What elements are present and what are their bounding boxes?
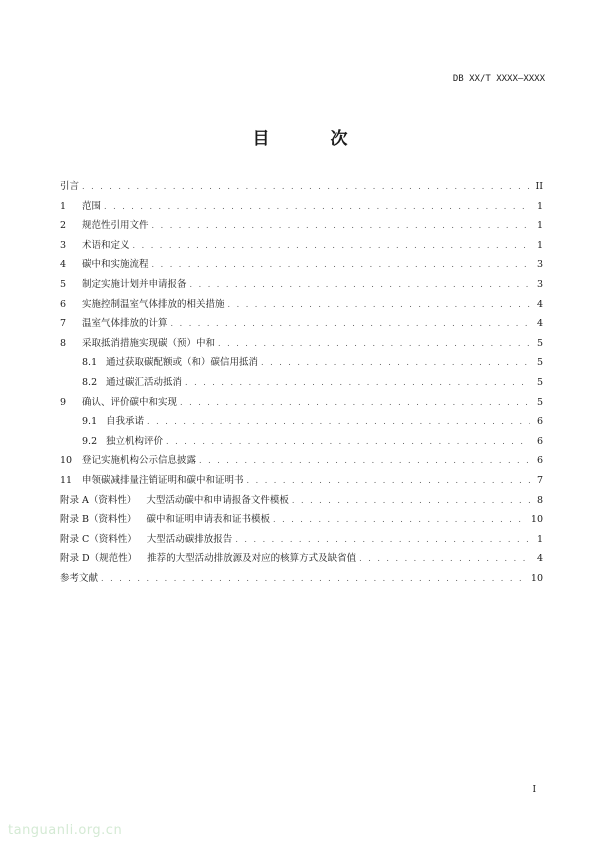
- toc-entry[interactable]: [60, 236, 543, 256]
- toc-entry[interactable]: [60, 491, 543, 511]
- dot-leader: [82, 177, 530, 197]
- toc-entry-page: 5: [536, 376, 543, 388]
- toc-entry-page: 6: [536, 435, 543, 447]
- toc-entry-number: 8.2: [82, 376, 98, 388]
- toc-entry-page: 5: [536, 337, 543, 349]
- toc-entry-number: 附录 A（资料性）: [60, 494, 137, 506]
- toc-entry-number: 6: [60, 298, 67, 310]
- toc-entry-number: 1: [60, 200, 67, 212]
- toc-entry-label: 采取抵消措施实现碳（预）中和: [82, 337, 216, 349]
- toc-entry-title: [60, 216, 149, 236]
- toc-entry[interactable]: [60, 471, 543, 491]
- toc-entry[interactable]: [60, 295, 543, 315]
- dot-leader: [133, 236, 530, 256]
- toc-entry-label: 实施控制温室气体排放的相关措施: [82, 298, 225, 310]
- toc-entry-page: II: [535, 181, 543, 192]
- dot-leader: [199, 451, 530, 471]
- toc-entry-number: 9: [60, 396, 67, 408]
- toc-entry[interactable]: [60, 373, 543, 393]
- toc-entry[interactable]: [60, 412, 543, 432]
- dot-leader: [292, 491, 530, 511]
- toc-entry-label: 碳中和证明申请表和证书模板: [146, 514, 271, 526]
- toc-entry-title: [82, 353, 258, 373]
- toc-entry[interactable]: [60, 432, 543, 452]
- dot-leader: [147, 412, 530, 432]
- toc-entry-number: 10: [60, 455, 73, 467]
- toc-entry-number: 8.1: [82, 357, 98, 369]
- toc-entry-title: [60, 530, 232, 550]
- dot-leader: [101, 569, 528, 589]
- toc-entry-number: 附录 D（规范性）: [60, 553, 138, 565]
- toc-entry[interactable]: [60, 314, 543, 334]
- toc-entry-title: [60, 275, 187, 295]
- toc-entry-page: 1: [536, 220, 543, 232]
- toc-entry-title: [60, 451, 196, 471]
- table-of-contents: [60, 177, 543, 588]
- toc-entry-label: 范围: [82, 200, 102, 212]
- toc-entry-label: 独立机构评价: [106, 435, 164, 447]
- toc-entry-page: 1: [536, 200, 543, 212]
- toc-entry[interactable]: [60, 275, 543, 295]
- watermark: tanguanli.org.cn: [8, 823, 123, 838]
- toc-entry-title: [60, 255, 149, 275]
- toc-entry-label: 确认、评价碳中和实现: [82, 396, 178, 408]
- dot-leader: [166, 432, 530, 452]
- dot-leader: [180, 393, 530, 413]
- dot-leader: [190, 275, 530, 295]
- dot-leader: [152, 216, 530, 236]
- toc-entry-title: [82, 412, 144, 432]
- dot-leader: [359, 549, 530, 569]
- toc-entry-label: 大型活动碳中和申请报备文件模板: [146, 494, 289, 506]
- toc-entry-page: 5: [536, 357, 543, 369]
- toc-entry-page: 4: [536, 298, 543, 310]
- toc-entry[interactable]: [60, 216, 543, 236]
- toc-entry-page: 10: [530, 572, 543, 584]
- dot-leader: [228, 295, 530, 315]
- toc-entry-title: [60, 491, 289, 511]
- toc-entry-label: 术语和定义: [82, 239, 130, 251]
- toc-entry-number: 2: [60, 220, 67, 232]
- toc-entry-title: [60, 295, 225, 315]
- toc-entry-page: 7: [536, 474, 543, 486]
- dot-leader: [152, 255, 530, 275]
- toc-entry-title: [60, 471, 244, 491]
- toc-entry-page: 6: [536, 416, 543, 428]
- dot-leader: [261, 353, 530, 373]
- toc-entry-title: [60, 510, 270, 530]
- toc-entry[interactable]: [60, 510, 543, 530]
- toc-entry-number: 8: [60, 337, 67, 349]
- toc-entry-label: 大型活动碳排放报告: [146, 533, 233, 545]
- toc-entry[interactable]: [60, 177, 543, 197]
- toc-entry[interactable]: [60, 549, 543, 569]
- toc-entry-label: 制定实施计划并申请报备: [82, 278, 187, 290]
- dot-leader: [171, 314, 530, 334]
- toc-entry-label: 推荐的大型活动排放源及对应的核算方式及缺省值: [147, 553, 357, 565]
- toc-entry-page: 6: [536, 455, 543, 467]
- toc-entry[interactable]: [60, 255, 543, 275]
- toc-entry-number: 9.2: [82, 435, 98, 447]
- toc-entry-title: [60, 236, 130, 256]
- toc-entry-page: 3: [536, 278, 543, 290]
- toc-entry-label: 申领碳减排量注销证明和碳中和证明书: [82, 474, 244, 486]
- dot-leader: [235, 530, 530, 550]
- toc-entry-label: 碳中和实施流程: [82, 259, 149, 271]
- toc-entry-number: 5: [60, 278, 67, 290]
- toc-entry[interactable]: [60, 353, 543, 373]
- toc-entry-number: 7: [60, 318, 67, 330]
- dot-leader: [185, 373, 530, 393]
- toc-entry-title: [82, 432, 163, 452]
- toc-entry-label: 自我承诺: [106, 416, 145, 428]
- toc-entry[interactable]: [60, 530, 543, 550]
- toc-entry-number: 附录 B（资料性）: [60, 514, 137, 526]
- toc-entry-number: 9.1: [82, 416, 98, 428]
- toc-entry-page: 8: [536, 494, 543, 506]
- toc-entry[interactable]: [60, 334, 543, 354]
- toc-entry-label: 规范性引用文件: [82, 220, 149, 232]
- toc-entry-page: 5: [536, 396, 543, 408]
- toc-entry-title: [60, 569, 98, 589]
- toc-entry-page: 1: [536, 239, 543, 251]
- toc-entry-number: 4: [60, 259, 67, 271]
- toc-entry-title: [60, 549, 356, 569]
- toc-entry-title: [60, 197, 101, 217]
- toc-entry-page: 3: [536, 259, 543, 271]
- toc-entry[interactable]: [60, 451, 543, 471]
- toc-entry-page: 4: [536, 553, 543, 565]
- dot-leader: [247, 471, 530, 491]
- toc-entry[interactable]: [60, 197, 543, 217]
- toc-entry-title: [60, 334, 215, 354]
- toc-entry-number: 3: [60, 239, 67, 251]
- dot-leader: [218, 334, 530, 354]
- toc-entry-label: 引言: [60, 181, 80, 192]
- toc-entry-title: [82, 373, 182, 393]
- toc-entry-label: 通过碳汇活动抵消: [106, 376, 183, 388]
- toc-entry[interactable]: [60, 393, 543, 413]
- page-number: I: [532, 785, 536, 795]
- dot-leader: [273, 510, 528, 530]
- toc-entry-title: [60, 393, 177, 413]
- toc-entry-label: 参考文献: [60, 572, 99, 584]
- toc-entry-number: 11: [60, 474, 73, 486]
- dot-leader: [104, 197, 530, 217]
- toc-entry-number: 附录 C（资料性）: [60, 533, 137, 545]
- toc-entry-title: [60, 314, 168, 334]
- toc-entry-label: 温室气体排放的计算: [82, 318, 168, 330]
- toc-entry[interactable]: [60, 569, 543, 589]
- page-title: 目 次: [252, 129, 370, 149]
- toc-entry-label: 登记实施机构公示信息披露: [82, 455, 197, 467]
- toc-entry-page: 10: [530, 514, 543, 526]
- toc-entry-label: 通过获取碳配额或（和）碳信用抵消: [106, 357, 259, 369]
- standard-code: DB XX/T XXXX—XXXX: [452, 74, 545, 84]
- toc-entry-page: 4: [536, 318, 543, 330]
- toc-entry-title: [60, 177, 79, 197]
- toc-entry-page: 1: [536, 533, 543, 545]
